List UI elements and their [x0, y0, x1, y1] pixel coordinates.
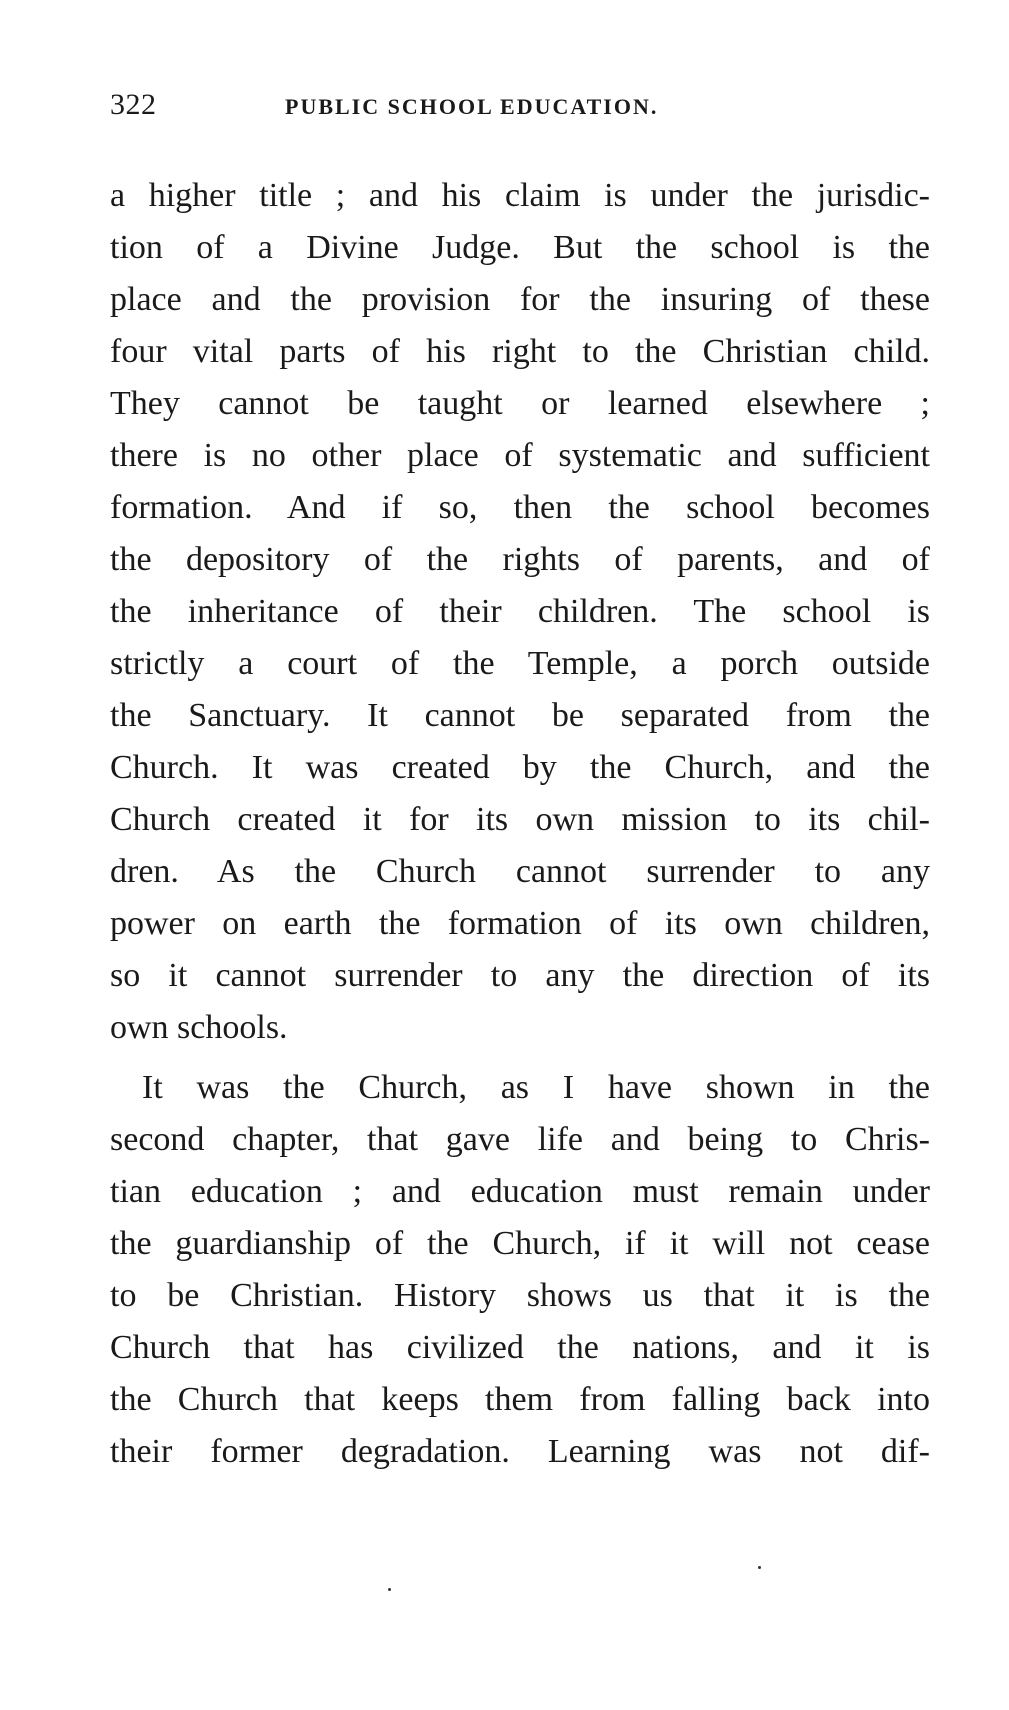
print-speck	[388, 1588, 391, 1591]
paragraph-gap	[110, 1054, 930, 1062]
text-line: the guardianship of the Church, if it will not cease	[110, 1225, 930, 1262]
text-line: power on earth the formation of its own children,	[110, 905, 930, 942]
text-line: It was the Church, as I have shown in the	[142, 1069, 930, 1106]
text-line: the inheritance of their children. The school is	[110, 593, 930, 630]
text-line: They cannot be taught or learned elsewhere ;	[110, 385, 930, 422]
body-text	[110, 170, 930, 1478]
text-line: so it cannot surrender to any the direction of its	[110, 957, 930, 994]
paragraph-2	[110, 1062, 930, 1478]
print-speck	[758, 1566, 761, 1569]
text-line: the depository of the rights of parents, and of	[110, 541, 930, 578]
text-line: a higher title ; and his claim is under the jurisdic-	[110, 177, 930, 214]
text-line: formation. And if so, then the school becomes	[110, 489, 930, 526]
paragraph-1	[110, 170, 930, 1054]
text-line: own schools.	[110, 1009, 288, 1046]
text-line: Church created it for its own mission to its chil-	[110, 801, 930, 838]
text-line: place and the provision for the insuring of these	[110, 281, 930, 318]
text-line: their former degradation. Learning was not dif-	[110, 1433, 930, 1470]
page-number: 322	[110, 88, 157, 121]
text-line: to be Christian. History shows us that it is the	[110, 1277, 930, 1314]
text-line: dren. As the Church cannot surrender to any	[110, 853, 930, 890]
text-line: tian education ; and education must remain under	[110, 1173, 930, 1210]
text-line: tion of a Divine Judge. But the school is the	[110, 229, 930, 266]
text-line: the Church that keeps them from falling back into	[110, 1381, 930, 1418]
text-line: the Sanctuary. It cannot be separated from the	[110, 697, 930, 734]
text-line: second chapter, that gave life and being to Chris-	[110, 1121, 930, 1158]
page-header	[110, 88, 930, 128]
text-line: strictly a court of the Temple, a porch outside	[110, 645, 930, 682]
text-line: there is no other place of systematic and sufficient	[110, 437, 930, 474]
running-title: PUBLIC SCHOOL EDUCATION.	[285, 94, 659, 119]
text-line: Church that has civilized the nations, and it is	[110, 1329, 930, 1366]
text-line: four vital parts of his right to the Christian child.	[110, 333, 930, 370]
text-line: Church. It was created by the Church, and the	[110, 749, 930, 786]
